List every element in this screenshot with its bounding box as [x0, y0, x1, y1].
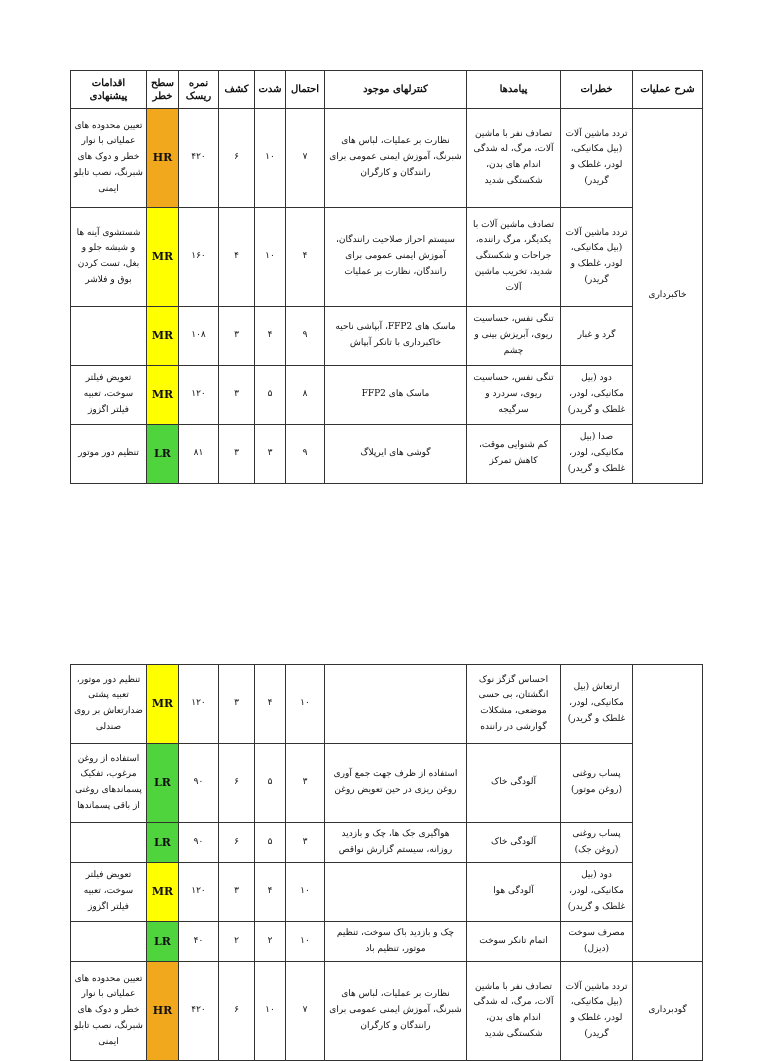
- severity-cell: ۵: [255, 366, 286, 425]
- detection-cell: ۲: [219, 922, 255, 962]
- probability-cell: ۱۰: [286, 922, 325, 962]
- severity-cell: ۵: [255, 744, 286, 823]
- header-risk-level: سطح خطر: [147, 71, 179, 109]
- consequence-cell: تنگی نفس، حساسیت ریوی، آبریزش بینی و چشم: [467, 307, 561, 366]
- probability-cell: ۳: [286, 744, 325, 823]
- detection-cell: ۶: [219, 823, 255, 863]
- probability-cell: ۹: [286, 307, 325, 366]
- controls-cell: استفاده از ظرف جهت جمع آوری روغن ریزی در حین تعویض روغن: [325, 744, 467, 823]
- action-cell: استفاده از روغن مرغوب، تفکیک پسماندهای روغنی از باقی پسماندها: [71, 744, 147, 823]
- action-cell: شستشوی آینه ها و شیشه جلو و بغل، تست کردن بوق و فلاشر: [71, 208, 147, 307]
- action-cell: تعیین محدوده های عملیاتی با نوار خطر و دوک های شبرنگ، نصب تابلو ایمنی: [71, 109, 147, 208]
- risk-level-badge: MR: [147, 366, 179, 425]
- action-cell: [71, 823, 147, 863]
- risk-score-cell: ۹۰: [179, 744, 219, 823]
- hazard-cell: گرد و غبار: [561, 307, 633, 366]
- controls-cell: [325, 863, 467, 922]
- risk-level-badge: LR: [147, 922, 179, 962]
- header-actions: اقدامات پیشنهادی: [71, 71, 147, 109]
- consequence-cell: تصادف ماشین آلات با یکدیگر، مرگ راننده، جراحات و شکستگی شدید، تخریب ماشین آلات: [467, 208, 561, 307]
- risk-score-cell: ۹۰: [179, 823, 219, 863]
- table-header-row: [71, 71, 703, 109]
- hazard-cell: مصرف سوخت (دیزل): [561, 922, 633, 962]
- probability-cell: ۳: [286, 823, 325, 863]
- controls-cell: سیستم احراز صلاحیت رانندگان، آموزش ایمنی عمومی برای رانندگان، نظارت بر عملیات: [325, 208, 467, 307]
- table-row: [71, 366, 703, 425]
- hazard-cell: پساب روغنی (روغن موتور): [561, 744, 633, 823]
- risk-level-badge: MR: [147, 208, 179, 307]
- controls-cell: چک و بازدید باک سوخت، تنظیم موتور، تنظیم باد: [325, 922, 467, 962]
- risk-score-cell: ۱۲۰: [179, 863, 219, 922]
- header-detection: کشف: [219, 71, 255, 109]
- detection-cell: ۳: [219, 863, 255, 922]
- consequence-cell: کم شنوایی موقت، کاهش تمرکز: [467, 425, 561, 484]
- consequence-cell: تنگی نفس، حساسیت ریوی، سردرد و سرگیجه: [467, 366, 561, 425]
- controls-cell: هواگیری جک ها، چک و بازدید روزانه، سیستم گزارش نواقص: [325, 823, 467, 863]
- controls-cell: ماسک های FFP2، آبپاشی ناحیه خاکبرداری با تانکر آبپاش: [325, 307, 467, 366]
- consequence-cell: اتمام تانکر سوخت: [467, 922, 561, 962]
- severity-cell: ۳: [255, 425, 286, 484]
- table-row: [71, 425, 703, 484]
- action-cell: تعویض فیلتر سوخت، تعبیه فیلتر اگزوز: [71, 863, 147, 922]
- table-row: [71, 863, 703, 922]
- severity-cell: ۱۰: [255, 109, 286, 208]
- hazard-cell: تردد ماشین آلات (بیل مکانیکی، لودر، غلطک و گریدر): [561, 208, 633, 307]
- severity-cell: ۲: [255, 922, 286, 962]
- severity-cell: ۴: [255, 863, 286, 922]
- controls-cell: گوشی های ایرپلاگ: [325, 425, 467, 484]
- risk-table-excavation: [70, 70, 703, 484]
- hazard-cell: دود (بیل مکانیکی، لودر، غلطک و گریدر): [561, 863, 633, 922]
- detection-cell: ۳: [219, 425, 255, 484]
- detection-cell: ۳: [219, 307, 255, 366]
- controls-cell: [325, 665, 467, 744]
- risk-score-cell: ۴۲۰: [179, 962, 219, 1061]
- risk-score-cell: ۱۶۰: [179, 208, 219, 307]
- hazard-cell: پساب روغنی (روغن جک): [561, 823, 633, 863]
- table-row: [71, 962, 703, 1061]
- detection-cell: ۶: [219, 744, 255, 823]
- risk-level-badge: MR: [147, 863, 179, 922]
- action-cell: تنظیم دور موتور، تعبیه پشتی ضدارتعاش بر روی صندلی: [71, 665, 147, 744]
- risk-score-cell: ۱۲۰: [179, 366, 219, 425]
- table-row: [71, 665, 703, 744]
- header-probability: احتمال: [286, 71, 325, 109]
- severity-cell: ۵: [255, 823, 286, 863]
- risk-level-badge: LR: [147, 823, 179, 863]
- operation-cell-empty: [633, 665, 703, 962]
- risk-score-cell: ۴۰: [179, 922, 219, 962]
- table-row: [71, 744, 703, 823]
- table-row: [71, 208, 703, 307]
- probability-cell: ۷: [286, 109, 325, 208]
- risk-score-cell: ۴۲۰: [179, 109, 219, 208]
- probability-cell: ۱۰: [286, 665, 325, 744]
- risk-score-cell: ۱۲۰: [179, 665, 219, 744]
- risk-level-badge: MR: [147, 665, 179, 744]
- header-hazards: خطرات: [561, 71, 633, 109]
- risk-score-cell: ۸۱: [179, 425, 219, 484]
- risk-table-continued: [70, 664, 703, 1061]
- action-cell: [71, 922, 147, 962]
- action-cell: تعویض فیلتر سوخت، تعبیه فیلتر اگزوز: [71, 366, 147, 425]
- risk-level-badge: HR: [147, 109, 179, 208]
- risk-level-badge: HR: [147, 962, 179, 1061]
- detection-cell: ۶: [219, 109, 255, 208]
- severity-cell: ۴: [255, 307, 286, 366]
- consequence-cell: آلودگی خاک: [467, 744, 561, 823]
- severity-cell: ۴: [255, 665, 286, 744]
- risk-score-cell: ۱۰۸: [179, 307, 219, 366]
- hazard-cell: صدا (بیل مکانیکی، لودر، غلطک و گریدر): [561, 425, 633, 484]
- table-row: [71, 823, 703, 863]
- severity-cell: ۱۰: [255, 962, 286, 1061]
- action-cell: تعیین محدوده های عملیاتی با نوار خطر و دوک های شبرنگ، نصب تابلو ایمنی: [71, 962, 147, 1061]
- consequence-cell: تصادف نفر با ماشین آلات، مرگ، له شدگی اندام های بدن، شکستگی شدید: [467, 109, 561, 208]
- operation-cell: خاکبرداری: [633, 109, 703, 484]
- table-row: [71, 922, 703, 962]
- probability-cell: ۱۰: [286, 863, 325, 922]
- risk-level-badge: MR: [147, 307, 179, 366]
- header-consequences: پیامدها: [467, 71, 561, 109]
- consequence-cell: آلودگی هوا: [467, 863, 561, 922]
- probability-cell: ۸: [286, 366, 325, 425]
- controls-cell: نظارت بر عملیات، لباس های شبرنگ، آموزش ایمنی عمومی برای رانندگان و کارگران: [325, 109, 467, 208]
- table-row: [71, 307, 703, 366]
- hazard-cell: تردد ماشین آلات (بیل مکانیکی، لودر، غلطک و گریدر): [561, 962, 633, 1061]
- operation-cell: گودبرداری: [633, 962, 703, 1061]
- probability-cell: ۴: [286, 208, 325, 307]
- detection-cell: ۳: [219, 366, 255, 425]
- hazard-cell: دود (بیل مکانیکی، لودر، غلطک و گریدر): [561, 366, 633, 425]
- detection-cell: ۴: [219, 208, 255, 307]
- severity-cell: ۱۰: [255, 208, 286, 307]
- probability-cell: ۷: [286, 962, 325, 1061]
- hazard-cell: ارتعاش (بیل مکانیکی، لودر، غلطک و گریدر): [561, 665, 633, 744]
- probability-cell: ۹: [286, 425, 325, 484]
- consequence-cell: آلودگی خاک: [467, 823, 561, 863]
- action-cell: تنظیم دور موتور: [71, 425, 147, 484]
- risk-level-badge: LR: [147, 425, 179, 484]
- controls-cell: نظارت بر عملیات، لباس های شبرنگ، آموزش ایمنی عمومی برای رانندگان و کارگران: [325, 962, 467, 1061]
- consequence-cell: تصادف نفر با ماشین آلات، مرگ، له شدگی اندام های بدن، شکستگی شدید: [467, 962, 561, 1061]
- action-cell: [71, 307, 147, 366]
- controls-cell: ماسک های FFP2: [325, 366, 467, 425]
- header-severity: شدت: [255, 71, 286, 109]
- risk-level-badge: LR: [147, 744, 179, 823]
- table-row: [71, 109, 703, 208]
- consequence-cell: احساس گزگز نوک انگشتان، بی حسی موضعی، مشکلات گوارشی در راننده: [467, 665, 561, 744]
- header-controls: کنترلهای موجود: [325, 71, 467, 109]
- detection-cell: ۶: [219, 962, 255, 1061]
- header-risk-score: نمره ریسک: [179, 71, 219, 109]
- hazard-cell: تردد ماشین آلات (بیل مکانیکی، لودر، غلطک و گریدر): [561, 109, 633, 208]
- header-operation: شرح عملیات: [633, 71, 703, 109]
- detection-cell: ۳: [219, 665, 255, 744]
